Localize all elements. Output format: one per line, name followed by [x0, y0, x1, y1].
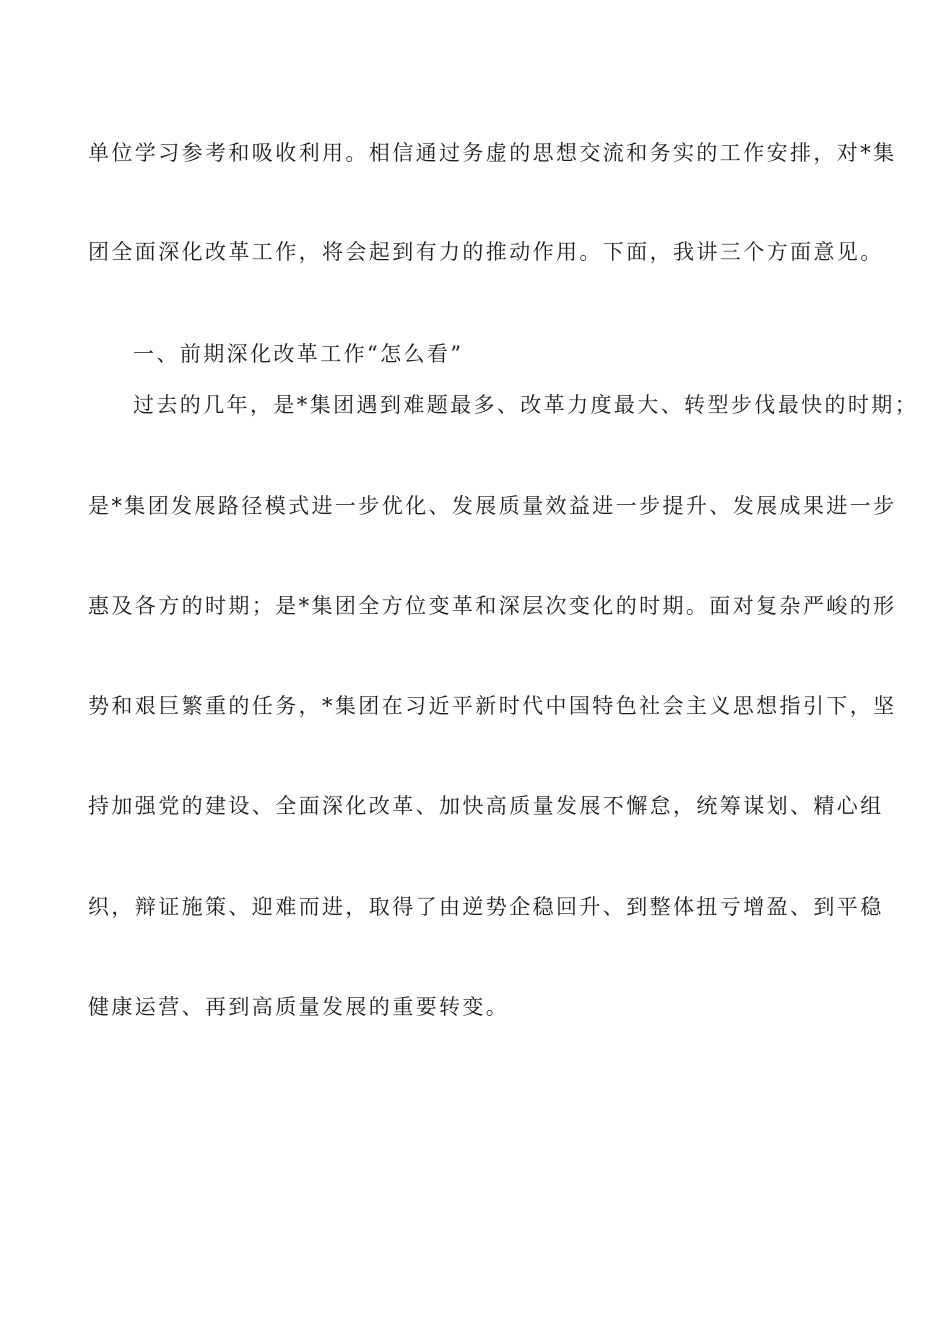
- paragraph-line-5: 惠及各方的时期；是*集团全方位变革和深层次变化的时期。面对复杂严峻的形: [88, 594, 897, 618]
- paragraph-line-8: 织，辩证施策、迎难而进，取得了由逆势企稳回升、到整体扭亏增盈、到平稳: [88, 895, 884, 919]
- paragraph-line-4: 是*集团发展路径模式进一步优化、发展质量效益进一步提升、发展成果进一步: [88, 494, 897, 518]
- paragraph-line-3: 过去的几年，是*集团遇到难题最多、改革力度最大、转型步伐最快的时期；: [133, 393, 919, 417]
- paragraph-line-7: 持加强党的建设、全面深化改革、加快高质量发展不懈怠，统筹谋划、精心组: [88, 794, 884, 818]
- paragraph-line-9: 健康运营、再到高质量发展的重要转变。: [88, 995, 510, 1019]
- section-heading: 一、前期深化改革工作“怎么看”: [133, 342, 464, 366]
- paragraph-line-2: 团全面深化改革工作，将会起到有力的推动作用。下面，我讲三个方面意见。: [88, 240, 884, 264]
- paragraph-line-1: 单位学习参考和吸收利用。相信通过务虚的思想交流和务实的工作安排，对*集: [88, 141, 897, 165]
- paragraph-line-6: 势和艰巨繁重的任务，*集团在习近平新时代中国特色社会主义思想指引下，坚: [88, 694, 897, 718]
